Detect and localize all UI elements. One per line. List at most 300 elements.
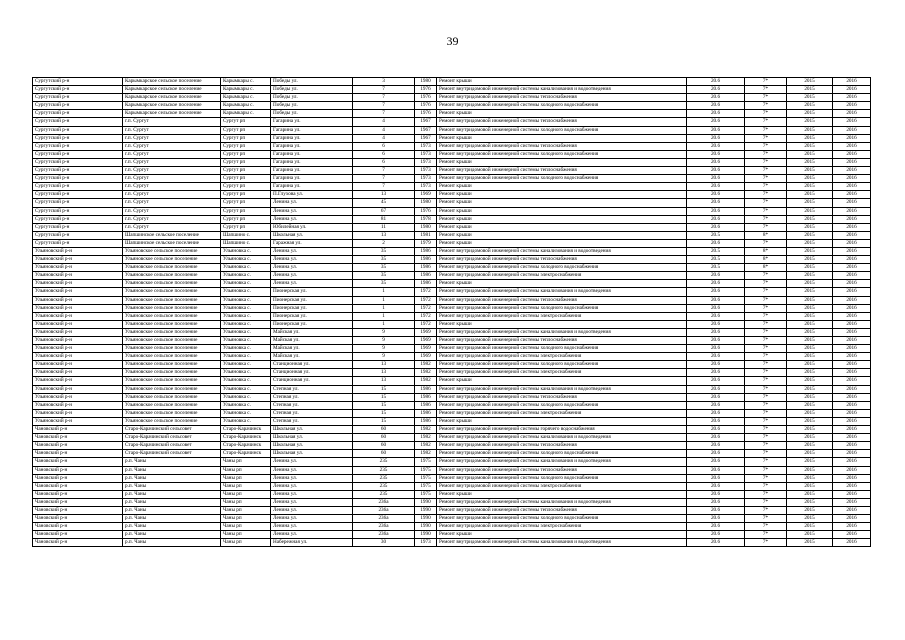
locality-cell: Карымкары с. [221,110,271,118]
end-year-cell: 2016 [833,345,871,353]
street-cell: Ленина ул. [271,490,353,498]
street-cell: Ленина ул. [271,272,353,280]
floors-cell: 7* [745,401,787,409]
floors-cell: 7* [745,126,787,134]
district-cell: Ульяновский р-н [33,409,123,417]
end-year-cell: 2016 [833,126,871,134]
locality-cell: Старо-Карачинск [221,434,271,442]
year-cell: 1990 [415,531,437,539]
locality-cell: Сургут рп [221,167,271,175]
area-cell: 20.6 [687,466,745,474]
area-cell: 20.6 [687,175,745,183]
year-cell: 1975 [415,458,437,466]
end-year-cell: 2016 [833,426,871,434]
start-year-cell: 2015 [787,409,833,417]
street-cell: Ленина ул. [271,264,353,272]
street-cell: Пионерская ул. [271,288,353,296]
floors-cell: 7* [745,409,787,417]
floors-cell: 8* [745,247,787,255]
house-cell: 11 [353,223,415,231]
area-cell: 20.5 [687,231,745,239]
year-cell: 1986 [415,409,437,417]
locality-cell: Ульяновка с. [221,409,271,417]
start-year-cell: 2015 [787,353,833,361]
work-type-cell: Ремонт внутридомовой инженерной системы канализования и водоотведения [437,539,687,547]
work-type-cell: Ремонт крыши [437,207,687,215]
start-year-cell: 2015 [787,191,833,199]
start-year-cell: 2015 [787,94,833,102]
end-year-cell: 2016 [833,86,871,94]
year-cell: 1981 [415,231,437,239]
house-cell: 7 [353,102,415,110]
floors-cell: 7* [745,142,787,150]
locality-cell: Сургут рп [221,191,271,199]
house-cell: 6 [353,142,415,150]
locality-cell: Чаны рп [221,515,271,523]
house-cell: 1 [353,288,415,296]
end-year-cell: 2016 [833,369,871,377]
area-cell: 20.6 [687,409,745,417]
table-row [33,523,871,531]
start-year-cell: 2015 [787,539,833,547]
year-cell: 1967 [415,134,437,142]
district-cell: Сургутский р-н [33,223,123,231]
house-cell: 15 [353,409,415,417]
start-year-cell: 2015 [787,215,833,223]
street-cell: Школьная ул. [271,231,353,239]
table-row [33,442,871,450]
street-cell: Гаражная ул. [271,239,353,247]
start-year-cell: 2015 [787,506,833,514]
area-cell: 20.6 [687,377,745,385]
year-cell: 1972 [415,296,437,304]
settlement-cell: Старо-Карачинский сельсовет [123,434,221,442]
settlement-cell: Карымкарское сельское поселение [123,78,221,86]
end-year-cell: 2016 [833,175,871,183]
year-cell: 1990 [415,523,437,531]
street-cell: Пионерская ул. [271,312,353,320]
floors-cell: 8* [745,256,787,264]
house-cell: 60 [353,442,415,450]
street-cell: Гагарина ул. [271,126,353,134]
end-year-cell: 2016 [833,450,871,458]
area-cell: 20.5 [687,256,745,264]
district-cell: Чановский р-н [33,426,123,434]
table-row [33,207,871,215]
table-row [33,86,871,94]
district-cell: Ульяновский р-н [33,247,123,255]
end-year-cell: 2016 [833,118,871,126]
area-cell: 20.6 [687,345,745,353]
start-year-cell: 2015 [787,490,833,498]
end-year-cell: 2016 [833,523,871,531]
work-type-cell: Ремонт внутридомовой инженерной системы электроснабжения [437,272,687,280]
area-cell: 20.6 [687,328,745,336]
locality-cell: Чаны рп [221,490,271,498]
district-cell: Сургутский р-н [33,158,123,166]
end-year-cell: 2016 [833,515,871,523]
floors-cell: 7* [745,296,787,304]
table-row [33,434,871,442]
floors-cell: 7* [745,337,787,345]
start-year-cell: 2015 [787,361,833,369]
year-cell: 1976 [415,94,437,102]
table-row [33,126,871,134]
end-year-cell: 2016 [833,312,871,320]
district-cell: Сургутский р-н [33,199,123,207]
floors-cell: 7* [745,78,787,86]
settlement-cell: р.п. Чаны [123,466,221,474]
locality-cell: Чаны рп [221,539,271,547]
settlement-cell: Ульяновское сельское поселение [123,345,221,353]
work-type-cell: Ремонт внутридомовой инженерной системы электроснабжения [437,353,687,361]
locality-cell: Сургут рп [221,183,271,191]
district-cell: Ульяновский р-н [33,312,123,320]
house-cell: 7 [353,110,415,118]
house-cell: 9 [353,328,415,336]
end-year-cell: 2016 [833,482,871,490]
area-cell: 20.6 [687,385,745,393]
table-row [33,320,871,328]
street-cell: Пионерская ул. [271,304,353,312]
street-cell: Майская ул. [271,353,353,361]
table-row [33,498,871,506]
floors-cell: 7* [745,482,787,490]
start-year-cell: 2015 [787,304,833,312]
street-cell: Майская ул. [271,345,353,353]
district-cell: Ульяновский р-н [33,369,123,377]
floors-cell: 7* [745,393,787,401]
locality-cell: Ульяновка с. [221,401,271,409]
locality-cell: Ульяновка с. [221,417,271,425]
district-cell: Ульяновский р-н [33,272,123,280]
year-cell: 1982 [415,442,437,450]
floors-cell: 7* [745,288,787,296]
year-cell: 1973 [415,167,437,175]
year-cell: 1969 [415,328,437,336]
street-cell: Ленина ул. [271,458,353,466]
end-year-cell: 2016 [833,158,871,166]
floors-cell: 7* [745,369,787,377]
street-cell: Ленина ул. [271,506,353,514]
work-type-cell: Ремонт внутридомовой инженерной системы холодного водоснабжения [437,150,687,158]
table-row [33,385,871,393]
table-row [33,312,871,320]
floors-cell: 7* [745,490,787,498]
floors-cell: 7* [745,353,787,361]
year-cell: 1986 [415,417,437,425]
start-year-cell: 2015 [787,482,833,490]
settlement-cell: Ульяновское сельское поселение [123,256,221,264]
area-cell: 20.6 [687,426,745,434]
district-cell: Чановский р-н [33,498,123,506]
start-year-cell: 2015 [787,337,833,345]
street-cell: Степная ул. [271,409,353,417]
year-cell: 1982 [415,426,437,434]
district-cell: Чановский р-н [33,490,123,498]
settlement-cell: р.п. Чаны [123,498,221,506]
floors-cell: 7* [745,458,787,466]
start-year-cell: 2015 [787,158,833,166]
end-year-cell: 2016 [833,191,871,199]
start-year-cell: 2015 [787,296,833,304]
house-cell: 2 [353,239,415,247]
street-cell: Станционная ул. [271,369,353,377]
floors-cell: 7* [745,312,787,320]
house-cell: 1 [353,304,415,312]
street-cell: Гагарина ул. [271,175,353,183]
start-year-cell: 2015 [787,183,833,191]
start-year-cell: 2015 [787,531,833,539]
work-type-cell: Ремонт внутридомовой инженерной системы электроснабжения [437,482,687,490]
work-type-cell: Ремонт внутридомовой инженерной системы теплоснабжения [437,167,687,175]
house-cell: 45 [353,199,415,207]
work-type-cell: Ремонт крыши [437,320,687,328]
table-row [33,102,871,110]
area-cell: 20.5 [687,247,745,255]
area-cell: 20.6 [687,223,745,231]
end-year-cell: 2016 [833,256,871,264]
district-cell: Ульяновский р-н [33,288,123,296]
area-cell: 20.6 [687,458,745,466]
work-type-cell: Ремонт крыши [437,134,687,142]
area-cell: 20.6 [687,118,745,126]
locality-cell: Ульяновка с. [221,247,271,255]
district-cell: Ульяновский р-н [33,264,123,272]
locality-cell: Ульяновка с. [221,320,271,328]
house-cell: 7 [353,86,415,94]
district-cell: Сургутский р-н [33,215,123,223]
table-row [33,531,871,539]
work-type-cell: Ремонт внутридомовой инженерной системы холодного водоснабжения [437,175,687,183]
end-year-cell: 2016 [833,531,871,539]
table-row [33,118,871,126]
locality-cell: Сургут рп [221,207,271,215]
district-cell: Чановский р-н [33,539,123,547]
house-cell: 30 [353,539,415,547]
house-cell: 15 [353,401,415,409]
work-type-cell: Ремонт внутридомовой инженерной системы холодного водоснабжения [437,345,687,353]
area-cell: 20.6 [687,110,745,118]
end-year-cell: 2016 [833,142,871,150]
locality-cell: Ульяновка с. [221,296,271,304]
house-cell: 35 [353,247,415,255]
house-cell: 35 [353,272,415,280]
area-cell: 20.6 [687,102,745,110]
street-cell: Ленина ул. [271,199,353,207]
table-row [33,247,871,255]
floors-cell: 7* [745,215,787,223]
table-row [33,409,871,417]
work-type-cell: Ремонт внутридомовой инженерной системы горячего водоснабжения [437,426,687,434]
start-year-cell: 2015 [787,86,833,94]
start-year-cell: 2015 [787,142,833,150]
end-year-cell: 2016 [833,199,871,207]
year-cell: 1973 [415,142,437,150]
start-year-cell: 2015 [787,102,833,110]
end-year-cell: 2016 [833,474,871,482]
district-cell: Чановский р-н [33,531,123,539]
street-cell: Ленина ул. [271,474,353,482]
area-cell: 20.6 [687,442,745,450]
table-row [33,215,871,223]
locality-cell: Чаны рп [221,506,271,514]
end-year-cell: 2016 [833,328,871,336]
work-type-cell: Ремонт внутридомовой инженерной системы канализования и водоотведения [437,385,687,393]
house-cell: 236а [353,515,415,523]
work-type-cell: Ремонт внутридомовой инженерной системы теплоснабжения [437,337,687,345]
end-year-cell: 2016 [833,150,871,158]
street-cell: Пионерская ул. [271,320,353,328]
area-cell: 20.6 [687,369,745,377]
floors-cell: 7* [745,118,787,126]
street-cell: Гагарина ул. [271,167,353,175]
settlement-cell: г.п. Сургут [123,118,221,126]
table-row [33,458,871,466]
settlement-cell: Ульяновское сельское поселение [123,409,221,417]
settlement-cell: Шапшинское сельское поселение [123,231,221,239]
floors-cell: 7* [745,417,787,425]
house-cell: 3 [353,78,415,86]
area-cell: 20.6 [687,498,745,506]
area-cell: 20.6 [687,239,745,247]
street-cell: Ленина ул. [271,256,353,264]
year-cell: 1990 [415,498,437,506]
table-row [33,337,871,345]
end-year-cell: 2016 [833,337,871,345]
settlement-cell: р.п. Чаны [123,531,221,539]
locality-cell: Сургут рп [221,199,271,207]
work-type-cell: Ремонт внутридомовой инженерной системы теплоснабжения [437,94,687,102]
work-type-cell: Ремонт крыши [437,417,687,425]
settlement-cell: Ульяновское сельское поселение [123,353,221,361]
locality-cell: Старо-Карачинск [221,426,271,434]
year-cell: 1990 [415,515,437,523]
area-cell: 20.6 [687,150,745,158]
street-cell: Победы ул. [271,78,353,86]
locality-cell: Сургут рп [221,134,271,142]
area-cell: 20.6 [687,183,745,191]
table-row [33,377,871,385]
floors-cell: 7* [745,102,787,110]
settlement-cell: Ульяновское сельское поселение [123,385,221,393]
locality-cell: Старо-Карачинск [221,450,271,458]
locality-cell: Чаны рп [221,498,271,506]
settlement-cell: Ульяновское сельское поселение [123,272,221,280]
area-cell: 20.6 [687,506,745,514]
end-year-cell: 2016 [833,393,871,401]
work-type-cell: Ремонт внутридомовой инженерной системы канализования и водоотведения [437,458,687,466]
work-type-cell: Ремонт внутридомовой инженерной системы электроснабжения [437,409,687,417]
settlement-cell: Ульяновское сельское поселение [123,328,221,336]
area-cell: 20.6 [687,191,745,199]
table-row [33,199,871,207]
floors-cell: 7* [745,272,787,280]
house-cell: 60 [353,450,415,458]
table-row [33,223,871,231]
area-cell: 20.6 [687,434,745,442]
settlement-cell: г.п. Сургут [123,207,221,215]
house-cell: 236а [353,506,415,514]
floors-cell: 7* [745,345,787,353]
table-row [33,506,871,514]
street-cell: Юбилейная ул. [271,223,353,231]
street-cell: Школьная ул. [271,426,353,434]
work-type-cell: Ремонт крыши [437,183,687,191]
end-year-cell: 2016 [833,409,871,417]
settlement-cell: г.п. Сургут [123,158,221,166]
year-cell: 1973 [415,539,437,547]
street-cell: Степная ул. [271,385,353,393]
locality-cell: Ульяновка с. [221,304,271,312]
district-cell: Ульяновский р-н [33,361,123,369]
work-type-cell: Ремонт внутридомовой инженерной системы электроснабжения [437,312,687,320]
year-cell: 1990 [415,506,437,514]
district-cell: Сургутский р-н [33,134,123,142]
house-cell: 4 [353,118,415,126]
area-cell: 20.6 [687,401,745,409]
floors-cell: 7* [745,328,787,336]
work-type-cell: Ремонт крыши [437,531,687,539]
floors-cell: 7* [745,361,787,369]
year-cell: 1969 [415,353,437,361]
floors-cell: 7* [745,474,787,482]
work-type-cell: Ремонт внутридомовой инженерной системы холодного водоснабжения [437,264,687,272]
area-cell: 20.6 [687,304,745,312]
street-cell: Ленина ул. [271,523,353,531]
end-year-cell: 2016 [833,304,871,312]
end-year-cell: 2016 [833,239,871,247]
year-cell: 1975 [415,482,437,490]
settlement-cell: р.п. Чаны [123,482,221,490]
house-cell: 7 [353,175,415,183]
table-row [33,450,871,458]
district-cell: Сургутский р-н [33,231,123,239]
locality-cell: Ульяновка с. [221,385,271,393]
floors-cell: 7* [745,183,787,191]
table-row [33,158,871,166]
table-row [33,280,871,288]
table-row [33,328,871,336]
year-cell: 1986 [415,401,437,409]
end-year-cell: 2016 [833,458,871,466]
table-row [33,264,871,272]
work-type-cell: Ремонт внутридомовой инженерной системы теплоснабжения [437,256,687,264]
start-year-cell: 2015 [787,385,833,393]
street-cell: Пионерская ул. [271,296,353,304]
house-cell: 4 [353,126,415,134]
floors-cell: 7* [745,207,787,215]
year-cell: 1986 [415,385,437,393]
district-cell: Ульяновский р-н [33,328,123,336]
year-cell: 1975 [415,490,437,498]
year-cell: 1978 [415,215,437,223]
district-cell: Ульяновский р-н [33,304,123,312]
settlement-cell: р.п. Чаны [123,490,221,498]
table-row [33,353,871,361]
locality-cell: Ульяновка с. [221,264,271,272]
district-cell: Ульяновский р-н [33,353,123,361]
settlement-cell: Карымкарское сельское поселение [123,102,221,110]
locality-cell: Карымкары с. [221,78,271,86]
work-type-cell: Ремонт крыши [437,199,687,207]
year-cell: 1982 [415,450,437,458]
district-cell: Сургутский р-н [33,126,123,134]
start-year-cell: 2015 [787,78,833,86]
start-year-cell: 2015 [787,458,833,466]
year-cell: 1986 [415,280,437,288]
district-cell: Ульяновский р-н [33,401,123,409]
